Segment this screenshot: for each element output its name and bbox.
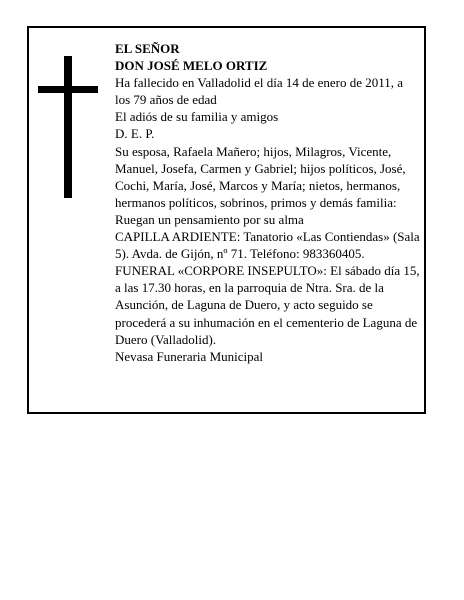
family-list: Su esposa, Rafaela Mañero; hijos, Milagros, Vicente, Manuel, Josefa, Carmen y Gabriel; hijos políticos, José, Cochi, María, José, Marcos y María; nietos, hermanos, hermanos políticos, sobrinos, primos y demás familia: — [115, 143, 406, 210]
cross-vertical-bar — [64, 56, 72, 198]
chapel-info: CAPILLA ARDIENTE: Tanatorio «Las Contiendas» (Sala 5). Avda. de Gijón, nº 71. Teléfono: 983360405. — [115, 229, 420, 262]
funeral-info: FUNERAL «CORPORE INSEPULTO»: El sábado día 15, a las 17.30 horas, en la parroquia de Ntra. Sra. de la Asunción, de Laguna de Duero, y acto seguido se procederá a su inhumación en el cementerio de Laguna de Duero (Valladolid). — [115, 263, 420, 347]
deceased-name: DON JOSÉ MELO ORTIZ — [115, 58, 268, 74]
farewell-line: El adiós de su familia y amigos — [115, 109, 279, 125]
cross-icon — [38, 56, 98, 198]
request-line: Ruegan un pensamiento por su alma — [115, 211, 304, 227]
cross-horizontal-bar — [38, 86, 98, 93]
funeral-home: Nevasa Funeraria Municipal — [115, 348, 264, 364]
heading-title: EL SEÑOR — [115, 41, 180, 56]
obituary-text — [115, 40, 420, 365]
rip-line: D. E. P. — [115, 126, 155, 142]
death-statement: Ha fallecido en Valladolid el día 14 de enero de 2011, a los 79 años de edad — [115, 75, 404, 108]
